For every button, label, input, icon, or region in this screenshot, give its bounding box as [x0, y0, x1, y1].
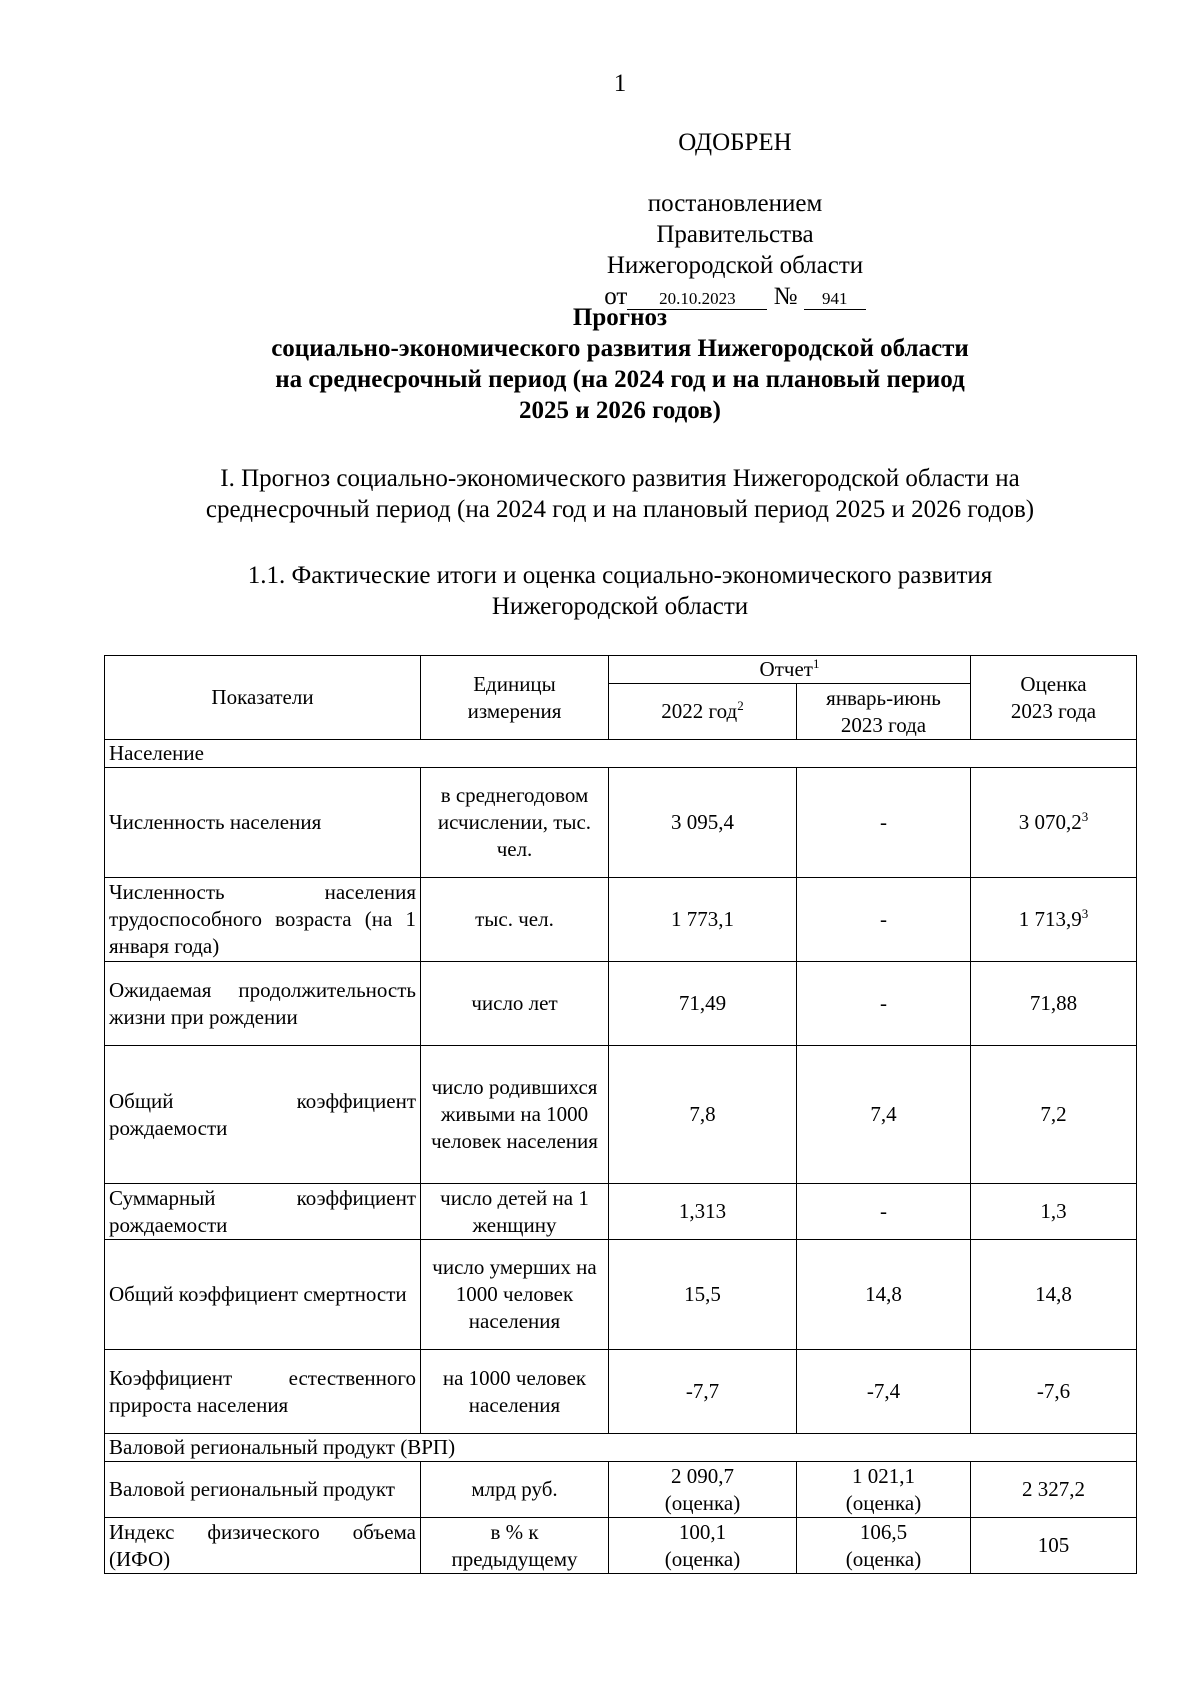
header-2022-label: 2022 год: [661, 699, 738, 723]
table-row: [105, 1518, 1137, 1574]
subsection-line-1: 1.1. Фактические итоги и оценка социально-экономического развития: [247, 562, 993, 589]
row-unit: на 1000 человек населения: [421, 1350, 609, 1434]
group-grp: Валовой региональный продукт (ВРП): [105, 1434, 1137, 1462]
row-h1-note: (оценка): [845, 1546, 922, 1571]
row-estimate-value: 1 713,9: [1018, 907, 1082, 931]
row-2022: 1 773,1: [609, 878, 797, 962]
header-2022: [609, 684, 797, 740]
table-row: [105, 962, 1137, 1046]
row-h1-note: (оценка): [845, 1490, 922, 1515]
row-unit: млрд руб.: [421, 1462, 609, 1518]
row-2022: 71,49: [609, 962, 797, 1046]
row-name: Численность населения: [105, 768, 421, 878]
group-row-grp: [105, 1434, 1137, 1462]
header-report: [609, 656, 971, 684]
row-estimate: [971, 768, 1137, 878]
row-name: Ожидаемая продолжительность жизни при рождении: [105, 962, 421, 1046]
table-row: [105, 1184, 1137, 1240]
row-unit: число лет: [421, 962, 609, 1046]
header-estimate-line-1: Оценка: [1020, 671, 1087, 696]
row-name: Коэффициент естественного прироста населения: [105, 1350, 421, 1434]
row-unit: число родившихся живыми на 1000 человек населения: [421, 1046, 609, 1184]
row-h1: [797, 1518, 971, 1574]
header-unit-line-2: измерения: [467, 698, 562, 723]
row-unit: число детей на 1 женщину: [421, 1184, 609, 1240]
row-unit: в среднегодовом исчислении, тыс. чел.: [421, 768, 609, 878]
date-prefix: от: [604, 283, 628, 310]
approval-stamp: ОДОБРЕН: [678, 129, 792, 156]
header-estimate-line-2: 2023 года: [1010, 698, 1097, 723]
row-2022: 3 095,4: [609, 768, 797, 878]
row-estimate: 71,88: [971, 962, 1137, 1046]
row-name: Суммарный коэффициент рождаемости: [105, 1184, 421, 1240]
header-estimate: [971, 656, 1137, 740]
table-row: [105, 1046, 1137, 1184]
row-h1: 7,4: [797, 1046, 971, 1184]
section-heading: [100, 463, 1140, 525]
row-estimate: 7,2: [971, 1046, 1137, 1184]
row-h1: [797, 1462, 971, 1518]
row-estimate-footnote: 3: [1081, 906, 1089, 921]
table-row: [105, 1350, 1137, 1434]
header-h1-line-2: 2023 года: [840, 712, 927, 737]
approval-block: [570, 127, 900, 312]
page-number: 1: [613, 70, 627, 97]
row-h1: -: [797, 768, 971, 878]
row-estimate: [971, 878, 1137, 962]
group-row-population: [105, 740, 1137, 768]
row-name: Общий коэффициент смертности: [105, 1240, 421, 1350]
header-report-footnote: 1: [812, 656, 820, 671]
number-prefix: №: [773, 283, 798, 310]
row-unit: число умерших на 1000 человек населения: [421, 1240, 609, 1350]
header-indicator: Показатели: [105, 656, 421, 740]
section-line-1: I. Прогноз социально-экономического развития Нижегородской области на: [220, 465, 1020, 492]
table-row: [105, 1240, 1137, 1350]
subsection-heading: [100, 560, 1140, 622]
row-name: Индекс физического объема (ИФО): [105, 1518, 421, 1574]
approval-date: 20.10.2023: [627, 289, 767, 310]
row-2022-note: (оценка): [664, 1490, 741, 1515]
table-row: [105, 878, 1137, 962]
row-estimate-value: 3 070,2: [1018, 810, 1082, 834]
row-h1-value: 1 021,1: [852, 1463, 915, 1488]
title-line-2: социально-экономического развития Нижегородской области: [271, 335, 969, 362]
group-population: Население: [105, 740, 1137, 768]
row-estimate: 105: [971, 1518, 1137, 1574]
row-unit: в % к предыдущему: [421, 1518, 609, 1574]
row-h1: -: [797, 1184, 971, 1240]
header-h1-line-1: январь-июнь: [826, 685, 941, 710]
row-2022-note: (оценка): [664, 1546, 741, 1571]
table-row: [105, 768, 1137, 878]
approval-line-2: Нижегородской области: [606, 252, 864, 279]
row-2022-value: 100,1: [678, 1519, 727, 1544]
row-name: Общий коэффициент рождаемости: [105, 1046, 421, 1184]
row-2022: 7,8: [609, 1046, 797, 1184]
row-2022: 1,313: [609, 1184, 797, 1240]
header-unit: [421, 656, 609, 740]
section-line-2: среднесрочный период (на 2024 год и на плановый период 2025 и 2026 годов): [205, 496, 1035, 523]
header-unit-line-1: Единицы: [473, 671, 556, 696]
row-h1-value: 106,5: [859, 1519, 908, 1544]
row-2022-value: 2 090,7: [671, 1463, 734, 1488]
title-line-4: 2025 и 2026 годов): [518, 397, 721, 424]
row-unit: тыс. чел.: [421, 878, 609, 962]
row-h1: -: [797, 962, 971, 1046]
header-h1-2023: [797, 684, 971, 740]
header-report-label: Отчет: [759, 657, 813, 681]
subsection-line-2: Нижегородской области: [491, 593, 749, 620]
approval-line-1: постановлением Правительства: [647, 190, 823, 248]
header-2022-footnote: 2: [737, 698, 744, 713]
document-title: [0, 302, 1200, 426]
row-estimate: -7,6: [971, 1350, 1137, 1434]
row-2022: [609, 1462, 797, 1518]
approval-number: 941: [804, 289, 866, 310]
title-line-1: Прогноз: [572, 304, 668, 331]
row-2022: 15,5: [609, 1240, 797, 1350]
row-h1: 14,8: [797, 1240, 971, 1350]
row-estimate: 1,3: [971, 1184, 1137, 1240]
row-estimate-footnote: 3: [1081, 809, 1089, 824]
row-h1: -: [797, 878, 971, 962]
title-line-3: на среднесрочный период (на 2024 год и на плановый период: [275, 366, 965, 393]
row-name: Валовой региональный продукт: [105, 1462, 421, 1518]
row-estimate: 14,8: [971, 1240, 1137, 1350]
indicators-table: [104, 655, 1137, 1574]
row-estimate: 2 327,2: [971, 1462, 1137, 1518]
row-name: Численность населения трудоспособного возраста (на 1 января года): [105, 878, 421, 962]
row-2022: -7,7: [609, 1350, 797, 1434]
table-row: [105, 1462, 1137, 1518]
row-h1: -7,4: [797, 1350, 971, 1434]
row-2022: [609, 1518, 797, 1574]
